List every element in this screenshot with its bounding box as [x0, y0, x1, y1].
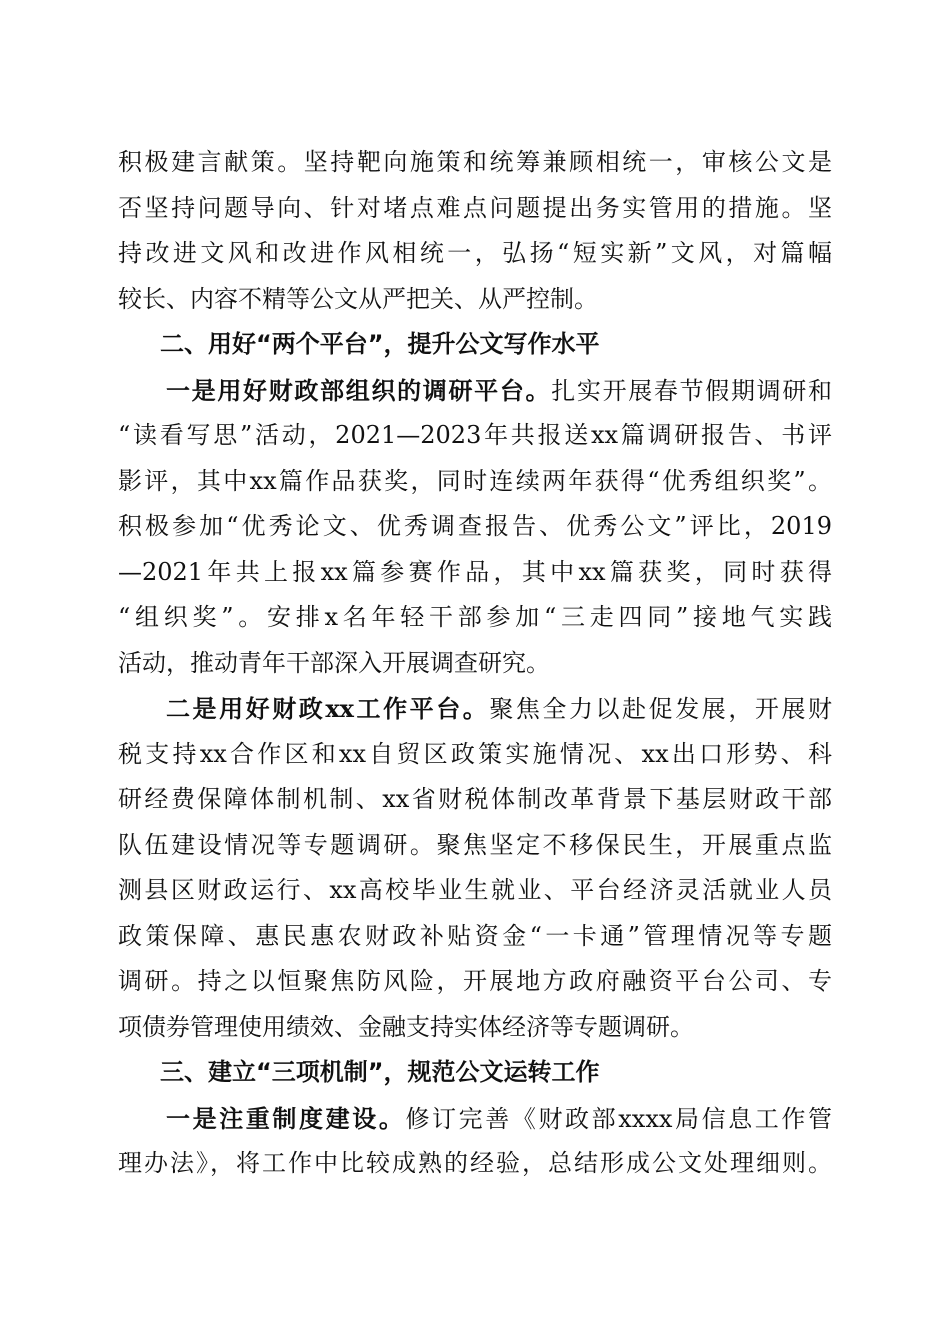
text-line: 积极建言献策。坚持靶向施策和统筹兼顾相统一，审核公文是: [118, 148, 832, 176]
text-line: 调研。持之以恒聚焦防风险，开展地方政府融资平台公司、专: [118, 967, 832, 995]
paragraph-first-line-rest: 聚焦全力以赴促发展，开展财: [489, 695, 832, 723]
paragraph-lead: 二是用好财政xx工作平台。: [166, 694, 490, 723]
paragraph-2: [118, 368, 832, 687]
text-line: 持改进文风和改进作风相统一，弘扬“短实新”文风，对篇幅: [118, 239, 832, 267]
document-body: [118, 140, 832, 1187]
paragraph-4: [118, 1096, 832, 1187]
text-line: 否坚持问题导向、针对堵点难点问题提出务实管用的措施。坚: [118, 193, 832, 222]
text-line: 测县区财政运行、xx高校毕业生就业、平台经济灵活就业人员: [118, 876, 832, 904]
paragraph-3: [118, 686, 832, 1050]
section-heading-2: 二、用好“两个平台”，提升公文写作水平: [160, 330, 600, 358]
text-line: —2021年共上报xx篇参赛作品，其中xx篇获奖，同时获得: [118, 557, 832, 586]
text-line: [118, 1096, 832, 1142]
text-line: 活动，推动青年干部深入开展调查研究。: [118, 648, 550, 677]
text-line: 政策保障、惠民惠农财政补贴资金“一卡通”管理情况等专题: [118, 921, 832, 950]
paragraph-lead: 一是注重制度建设。: [166, 1103, 406, 1133]
text-line: 税支持xx合作区和xx自贸区政策实施情况、xx出口形势、科: [118, 739, 832, 768]
paragraph-first-line-rest: 扎实开展春节假期调研和: [551, 376, 833, 405]
paragraph-first-line-rest: 修订完善《财政部xxxx局信息工作管: [405, 1104, 833, 1133]
text-line: 积极参加“优秀论文、优秀调查报告、优秀公文”评比，2019: [118, 512, 832, 540]
paragraph-1: [118, 140, 832, 322]
section-heading-3: 三、建立“三项机制”，规范公文运转工作: [160, 1058, 600, 1086]
text-line: “组织奖”。安排x名年轻干部参加“三走四同”接地气实践: [118, 603, 832, 631]
text-line: 较长、内容不精等公文从严把关、从严控制。: [118, 284, 598, 313]
paragraph-lead: 一是用好财政部组织的调研平台。: [166, 375, 552, 405]
text-line: 队伍建设情况等专题调研。聚焦坚定不移保民生，开展重点监: [118, 830, 832, 859]
text-line: 理办法》，将工作中比较成熟的经验，总结形成公文处理细则。: [118, 1149, 832, 1177]
text-line: 影评，其中xx篇作品获奖，同时连续两年获得“优秀组织奖”。: [118, 466, 832, 495]
text-line: 研经费保障体制机制、xx省财税体制改革背景下基层财政干部: [118, 785, 832, 813]
text-line: [118, 686, 832, 732]
text-line: [118, 368, 832, 414]
text-line: 项债券管理使用绩效、金融支持实体经济等专题调研。: [118, 1012, 694, 1041]
text-line: “读看写思”活动，2021—2023年共报送xx篇调研报告、书评: [118, 421, 832, 449]
